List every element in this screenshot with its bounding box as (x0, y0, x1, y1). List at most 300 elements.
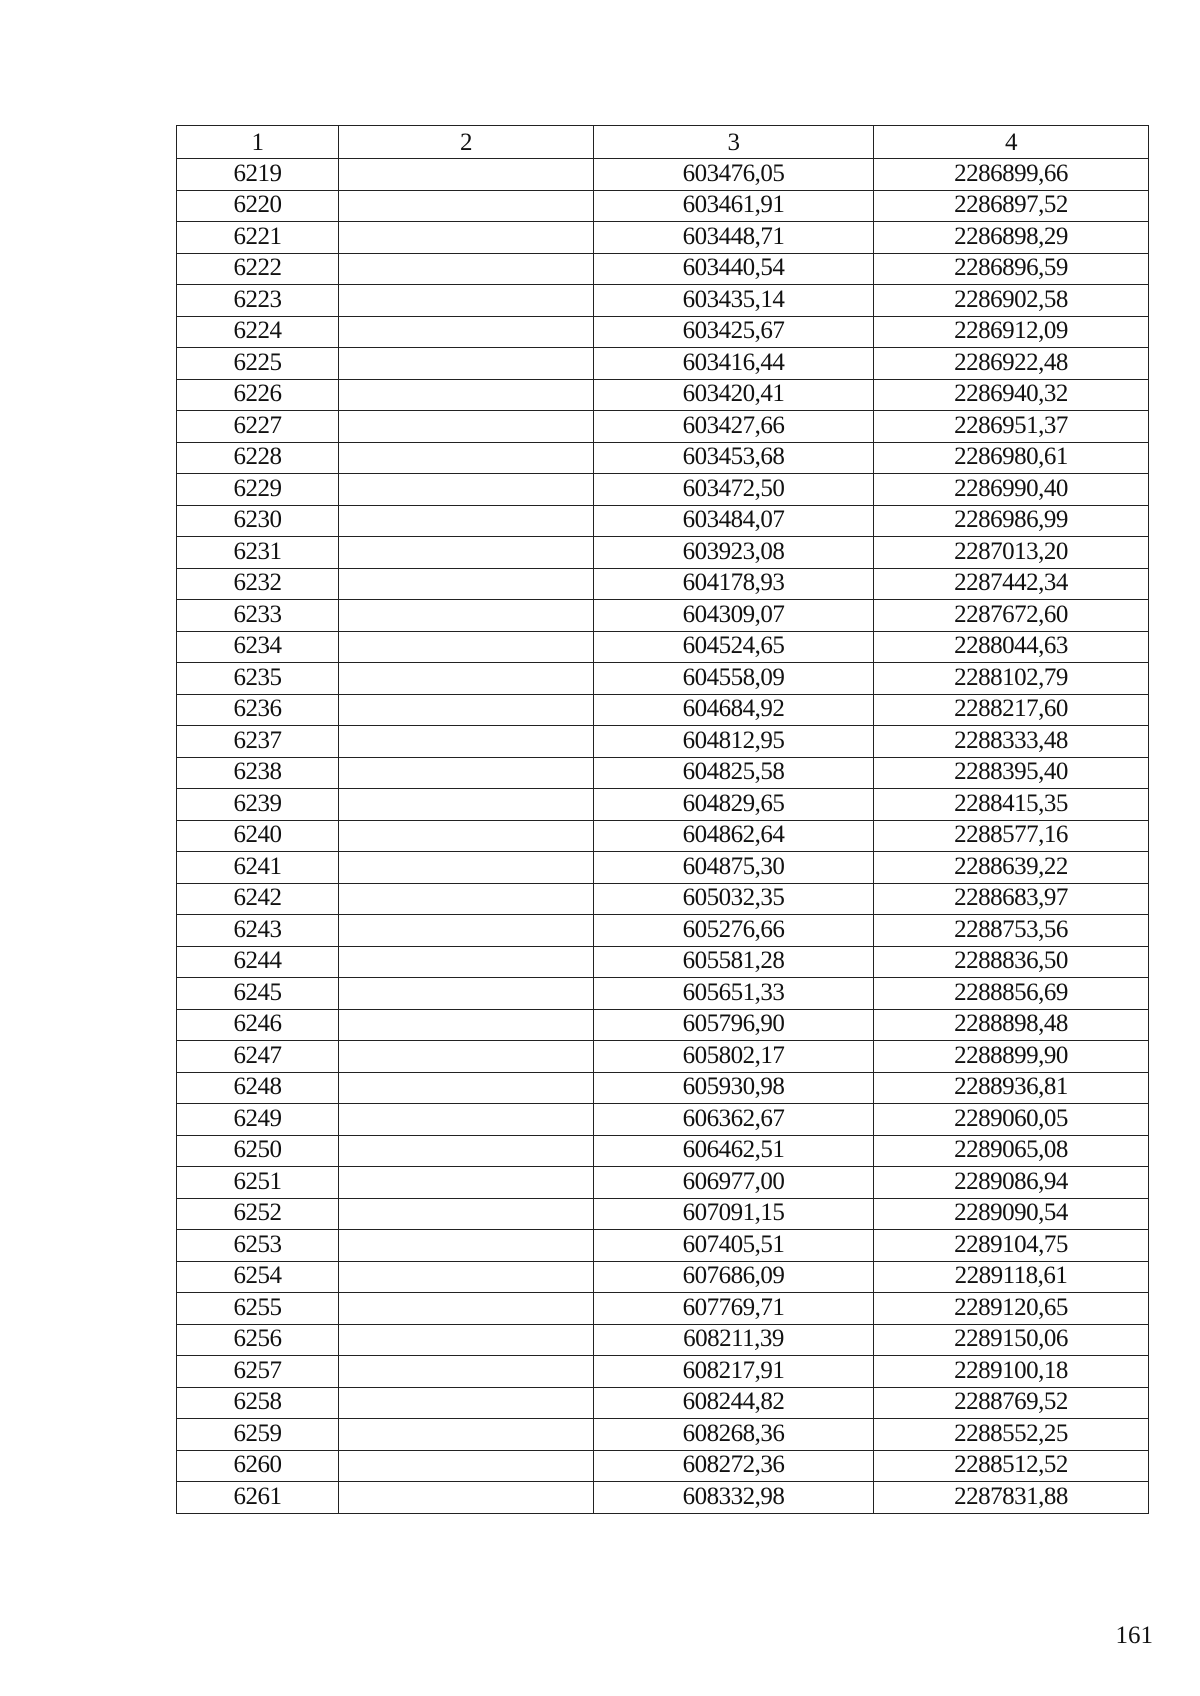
cell-text: 2286902,58 (954, 285, 1068, 313)
y-coordinate-cell (874, 537, 1149, 569)
cell-text: 6236 (233, 695, 282, 723)
cell-text: 2286898,29 (954, 222, 1068, 250)
table-row (177, 1135, 1149, 1167)
y-coordinate-cell (874, 505, 1149, 537)
point-number-cell (177, 915, 339, 947)
x-coordinate-cell (594, 726, 874, 758)
y-coordinate-cell (874, 1419, 1149, 1451)
empty-cell (339, 820, 594, 852)
empty-cell (339, 222, 594, 254)
cell-text: 6219 (233, 159, 282, 187)
table-row (177, 1261, 1149, 1293)
cell-text: 2288217,60 (954, 695, 1068, 723)
point-number-cell (177, 978, 339, 1010)
cell-text: 6234 (233, 632, 282, 660)
cell-text: 2288333,48 (954, 726, 1068, 754)
cell-text: 6230 (233, 506, 282, 534)
empty-cell (339, 442, 594, 474)
table-row (177, 190, 1149, 222)
cell-text: 6240 (233, 821, 282, 849)
cell-text: 605651,33 (682, 978, 785, 1006)
y-coordinate-cell (874, 159, 1149, 191)
cell-text: 6225 (233, 348, 282, 376)
table-row (177, 852, 1149, 884)
empty-cell (339, 1387, 594, 1419)
empty-cell (339, 600, 594, 632)
cell-text: 605930,98 (682, 1073, 785, 1101)
table-row (177, 1387, 1149, 1419)
cell-text: 605032,35 (682, 884, 785, 912)
cell-text: 2289120,65 (954, 1293, 1068, 1321)
x-coordinate-cell (594, 1198, 874, 1230)
cell-text: 6256 (233, 1325, 282, 1353)
cell-text: 2286986,99 (954, 506, 1068, 534)
cell-text: 6259 (233, 1419, 282, 1447)
cell-text: 603416,44 (682, 348, 785, 376)
x-coordinate-cell (594, 1387, 874, 1419)
y-coordinate-cell (874, 1167, 1149, 1199)
cell-text: 6260 (233, 1451, 282, 1479)
cell-text: 608332,98 (682, 1482, 785, 1510)
cell-text: 2288512,52 (954, 1451, 1068, 1479)
x-coordinate-cell (594, 946, 874, 978)
y-coordinate-cell (874, 474, 1149, 506)
x-coordinate-cell (594, 316, 874, 348)
x-coordinate-cell (594, 1356, 874, 1388)
table-row (177, 568, 1149, 600)
cell-text: 608211,39 (683, 1325, 784, 1353)
cell-text: 2289090,54 (954, 1199, 1068, 1227)
point-number-cell (177, 1324, 339, 1356)
point-number-cell (177, 222, 339, 254)
cell-text: 608217,91 (682, 1356, 785, 1384)
point-number-cell (177, 946, 339, 978)
point-number-cell (177, 1293, 339, 1325)
cell-text: 604829,65 (682, 789, 785, 817)
y-coordinate-cell (874, 946, 1149, 978)
cell-text: 2287672,60 (954, 600, 1068, 628)
y-coordinate-cell (874, 190, 1149, 222)
point-number-cell (177, 1072, 339, 1104)
cell-text: 2286990,40 (954, 474, 1068, 502)
cell-text: 605581,28 (682, 947, 785, 975)
cell-text: 2288415,35 (954, 789, 1068, 817)
table-row (177, 726, 1149, 758)
empty-cell (339, 663, 594, 695)
cell-text: 2286922,48 (954, 348, 1068, 376)
point-number-cell (177, 1450, 339, 1482)
table-row (177, 631, 1149, 663)
y-coordinate-cell (874, 442, 1149, 474)
cell-text: 603427,66 (682, 411, 785, 439)
cell-text: 608244,82 (682, 1388, 785, 1416)
cell-text: 6244 (233, 947, 282, 975)
x-coordinate-cell (594, 474, 874, 506)
y-coordinate-cell (874, 852, 1149, 884)
x-coordinate-cell (594, 1135, 874, 1167)
cell-text: 6245 (233, 978, 282, 1006)
y-coordinate-cell (874, 789, 1149, 821)
empty-cell (339, 1041, 594, 1073)
cell-text: 2289065,08 (954, 1136, 1068, 1164)
x-coordinate-cell (594, 1167, 874, 1199)
cell-text: 6253 (233, 1230, 282, 1258)
cell-text: 604825,58 (682, 758, 785, 786)
x-coordinate-cell (594, 1261, 874, 1293)
cell-text: 607686,09 (682, 1262, 785, 1290)
y-coordinate-cell (874, 1104, 1149, 1136)
cell-text: 2287013,20 (954, 537, 1068, 565)
cell-text: 6248 (233, 1073, 282, 1101)
cell-text: 603425,67 (682, 317, 785, 345)
cell-text: 2288769,52 (954, 1388, 1068, 1416)
table-row (177, 222, 1149, 254)
table-row (177, 1293, 1149, 1325)
point-number-cell (177, 883, 339, 915)
empty-cell (339, 631, 594, 663)
table-row (177, 316, 1149, 348)
y-coordinate-cell (874, 411, 1149, 443)
empty-cell (339, 978, 594, 1010)
table-row (177, 820, 1149, 852)
empty-cell (339, 316, 594, 348)
y-coordinate-cell (874, 631, 1149, 663)
table-row (177, 474, 1149, 506)
x-coordinate-cell (594, 600, 874, 632)
cell-text: 2286897,52 (954, 191, 1068, 219)
cell-text: 6221 (233, 222, 282, 250)
point-number-cell (177, 568, 339, 600)
point-number-cell (177, 1104, 339, 1136)
y-coordinate-cell (874, 568, 1149, 600)
table-row (177, 285, 1149, 317)
x-coordinate-cell (594, 1419, 874, 1451)
cell-text: 2288753,56 (954, 915, 1068, 943)
coordinates-table (176, 125, 1149, 1514)
x-coordinate-cell (594, 820, 874, 852)
table-row (177, 253, 1149, 285)
cell-text: 604862,64 (682, 821, 785, 849)
empty-cell (339, 726, 594, 758)
table-row (177, 1324, 1149, 1356)
cell-text: 6250 (233, 1136, 282, 1164)
cell-text: 2289060,05 (954, 1104, 1068, 1132)
cell-text: 606362,67 (682, 1104, 785, 1132)
header-row (177, 126, 1149, 159)
point-number-cell (177, 1009, 339, 1041)
cell-text: 607091,15 (682, 1199, 785, 1227)
point-number-cell (177, 820, 339, 852)
point-number-cell (177, 1041, 339, 1073)
point-number-cell (177, 411, 339, 443)
x-coordinate-cell (594, 852, 874, 884)
table-row (177, 1041, 1149, 1073)
y-coordinate-cell (874, 379, 1149, 411)
empty-cell (339, 1072, 594, 1104)
y-coordinate-cell (874, 663, 1149, 695)
cell-text: 604684,92 (682, 695, 785, 723)
x-coordinate-cell (594, 222, 874, 254)
table-row (177, 505, 1149, 537)
empty-cell (339, 379, 594, 411)
table-row (177, 1198, 1149, 1230)
cell-text: 603420,41 (682, 380, 785, 408)
cell-text: 6233 (233, 600, 282, 628)
cell-text: 6229 (233, 474, 282, 502)
x-coordinate-cell (594, 1041, 874, 1073)
cell-text: 603453,68 (682, 443, 785, 471)
point-number-cell (177, 663, 339, 695)
x-coordinate-cell (594, 789, 874, 821)
cell-text: 6237 (233, 726, 282, 754)
empty-cell (339, 253, 594, 285)
y-coordinate-cell (874, 285, 1149, 317)
x-coordinate-cell (594, 1482, 874, 1514)
empty-cell (339, 789, 594, 821)
table-row (177, 1450, 1149, 1482)
table-body (177, 159, 1149, 1514)
cell-text: 6232 (233, 569, 282, 597)
table-row (177, 789, 1149, 821)
cell-text: 608272,36 (682, 1451, 785, 1479)
empty-cell (339, 883, 594, 915)
x-coordinate-cell (594, 348, 874, 380)
cell-text: 6224 (233, 317, 282, 345)
cell-text: 2289086,94 (954, 1167, 1068, 1195)
x-coordinate-cell (594, 253, 874, 285)
cell-text: 605276,66 (682, 915, 785, 943)
cell-text: 6220 (233, 191, 282, 219)
column-header-2: 2 (339, 126, 594, 159)
y-coordinate-cell (874, 253, 1149, 285)
empty-cell (339, 505, 594, 537)
table-row (177, 946, 1149, 978)
empty-cell (339, 1135, 594, 1167)
empty-cell (339, 1324, 594, 1356)
point-number-cell (177, 694, 339, 726)
cell-text: 603440,54 (682, 254, 785, 282)
x-coordinate-cell (594, 757, 874, 789)
table-row (177, 663, 1149, 695)
y-coordinate-cell (874, 978, 1149, 1010)
table-row (177, 442, 1149, 474)
cell-text: 603435,14 (682, 285, 785, 313)
cell-text: 6228 (233, 443, 282, 471)
cell-text: 6261 (233, 1482, 282, 1510)
cell-text: 2286940,32 (954, 380, 1068, 408)
empty-cell (339, 1293, 594, 1325)
table-row (177, 379, 1149, 411)
y-coordinate-cell (874, 1041, 1149, 1073)
point-number-cell (177, 1419, 339, 1451)
point-number-cell (177, 285, 339, 317)
point-number-cell (177, 852, 339, 884)
table-row (177, 1419, 1149, 1451)
table-row (177, 1009, 1149, 1041)
x-coordinate-cell (594, 978, 874, 1010)
point-number-cell (177, 1482, 339, 1514)
empty-cell (339, 694, 594, 726)
point-number-cell (177, 1230, 339, 1262)
y-coordinate-cell (874, 1450, 1149, 1482)
table-row (177, 348, 1149, 380)
cell-text: 605796,90 (682, 1010, 785, 1038)
empty-cell (339, 411, 594, 443)
empty-cell (339, 474, 594, 506)
empty-cell (339, 915, 594, 947)
point-number-cell (177, 1261, 339, 1293)
cell-text: 607405,51 (682, 1230, 785, 1258)
column-header-1: 1 (177, 126, 339, 159)
point-number-cell (177, 379, 339, 411)
point-number-cell (177, 600, 339, 632)
column-header-4: 4 (874, 126, 1149, 159)
empty-cell (339, 1104, 594, 1136)
point-number-cell (177, 348, 339, 380)
cell-text: 6231 (233, 537, 282, 565)
y-coordinate-cell (874, 915, 1149, 947)
table-row (177, 537, 1149, 569)
cell-text: 2289118,61 (954, 1262, 1068, 1290)
empty-cell (339, 946, 594, 978)
cell-text: 604875,30 (682, 852, 785, 880)
empty-cell (339, 852, 594, 884)
point-number-cell (177, 631, 339, 663)
cell-text: 2288552,25 (954, 1419, 1068, 1447)
cell-text: 6222 (233, 254, 282, 282)
empty-cell (339, 1009, 594, 1041)
cell-text: 604524,65 (682, 632, 785, 660)
point-number-cell (177, 1356, 339, 1388)
y-coordinate-cell (874, 1230, 1149, 1262)
cell-text: 2286896,59 (954, 254, 1068, 282)
cell-text: 6223 (233, 285, 282, 313)
x-coordinate-cell (594, 1293, 874, 1325)
cell-text: 6235 (233, 663, 282, 691)
table-row (177, 915, 1149, 947)
empty-cell (339, 537, 594, 569)
point-number-cell (177, 442, 339, 474)
cell-text: 2288856,69 (954, 978, 1068, 1006)
table-row (177, 600, 1149, 632)
table-row (177, 757, 1149, 789)
point-number-cell (177, 1167, 339, 1199)
point-number-cell (177, 505, 339, 537)
cell-text: 6241 (233, 852, 282, 880)
cell-text: 603484,07 (682, 506, 785, 534)
x-coordinate-cell (594, 379, 874, 411)
y-coordinate-cell (874, 1482, 1149, 1514)
empty-cell (339, 1356, 594, 1388)
empty-cell (339, 1198, 594, 1230)
cell-text: 603472,50 (682, 474, 785, 502)
cell-text: 605802,17 (682, 1041, 785, 1069)
table-row (177, 978, 1149, 1010)
table-row (177, 1072, 1149, 1104)
empty-cell (339, 1167, 594, 1199)
y-coordinate-cell (874, 1261, 1149, 1293)
x-coordinate-cell (594, 411, 874, 443)
cell-text: 6239 (233, 789, 282, 817)
y-coordinate-cell (874, 757, 1149, 789)
cell-text: 2286912,09 (954, 317, 1068, 345)
cell-text: 2289104,75 (954, 1230, 1068, 1258)
cell-text: 2288936,81 (954, 1073, 1068, 1101)
cell-text: 604558,09 (682, 663, 785, 691)
y-coordinate-cell (874, 820, 1149, 852)
table-row (177, 1230, 1149, 1262)
cell-text: 6251 (233, 1167, 282, 1195)
table-row (177, 1356, 1149, 1388)
x-coordinate-cell (594, 1104, 874, 1136)
y-coordinate-cell (874, 1324, 1149, 1356)
cell-text: 603476,05 (682, 159, 785, 187)
x-coordinate-cell (594, 505, 874, 537)
y-coordinate-cell (874, 1135, 1149, 1167)
table-header (177, 126, 1149, 159)
table-row (177, 1482, 1149, 1514)
cell-text: 2288683,97 (954, 884, 1068, 912)
point-number-cell (177, 1387, 339, 1419)
cell-text: 606977,00 (682, 1167, 785, 1195)
cell-text: 6227 (233, 411, 282, 439)
x-coordinate-cell (594, 631, 874, 663)
x-coordinate-cell (594, 1230, 874, 1262)
cell-text: 6258 (233, 1388, 282, 1416)
table-row (177, 694, 1149, 726)
point-number-cell (177, 253, 339, 285)
x-coordinate-cell (594, 694, 874, 726)
x-coordinate-cell (594, 883, 874, 915)
cell-text: 2286951,37 (954, 411, 1068, 439)
cell-text: 6249 (233, 1104, 282, 1132)
cell-text: 6255 (233, 1293, 282, 1321)
cell-text: 603923,08 (682, 537, 785, 565)
empty-cell (339, 1230, 594, 1262)
cell-text: 2288395,40 (954, 758, 1068, 786)
y-coordinate-cell (874, 1072, 1149, 1104)
point-number-cell (177, 757, 339, 789)
x-coordinate-cell (594, 442, 874, 474)
cell-text: 2287442,34 (954, 569, 1068, 597)
x-coordinate-cell (594, 1450, 874, 1482)
empty-cell (339, 1482, 594, 1514)
cell-text: 603461,91 (682, 191, 785, 219)
table-row (177, 883, 1149, 915)
cell-text: 2286980,61 (954, 443, 1068, 471)
y-coordinate-cell (874, 1356, 1149, 1388)
cell-text: 604178,93 (682, 569, 785, 597)
x-coordinate-cell (594, 663, 874, 695)
empty-cell (339, 1450, 594, 1482)
point-number-cell (177, 537, 339, 569)
page-number: 161 (1115, 1622, 1153, 1649)
cell-text: 2288102,79 (954, 663, 1068, 691)
cell-text: 604309,07 (682, 600, 785, 628)
table-row (177, 411, 1149, 443)
cell-text: 608268,36 (682, 1419, 785, 1447)
x-coordinate-cell (594, 1072, 874, 1104)
cell-text: 2288044,63 (954, 632, 1068, 660)
y-coordinate-cell (874, 222, 1149, 254)
x-coordinate-cell (594, 285, 874, 317)
cell-text: 6257 (233, 1356, 282, 1384)
point-number-cell (177, 1198, 339, 1230)
empty-cell (339, 1261, 594, 1293)
y-coordinate-cell (874, 348, 1149, 380)
cell-text: 2288898,48 (954, 1010, 1068, 1038)
cell-text: 607769,71 (682, 1293, 785, 1321)
